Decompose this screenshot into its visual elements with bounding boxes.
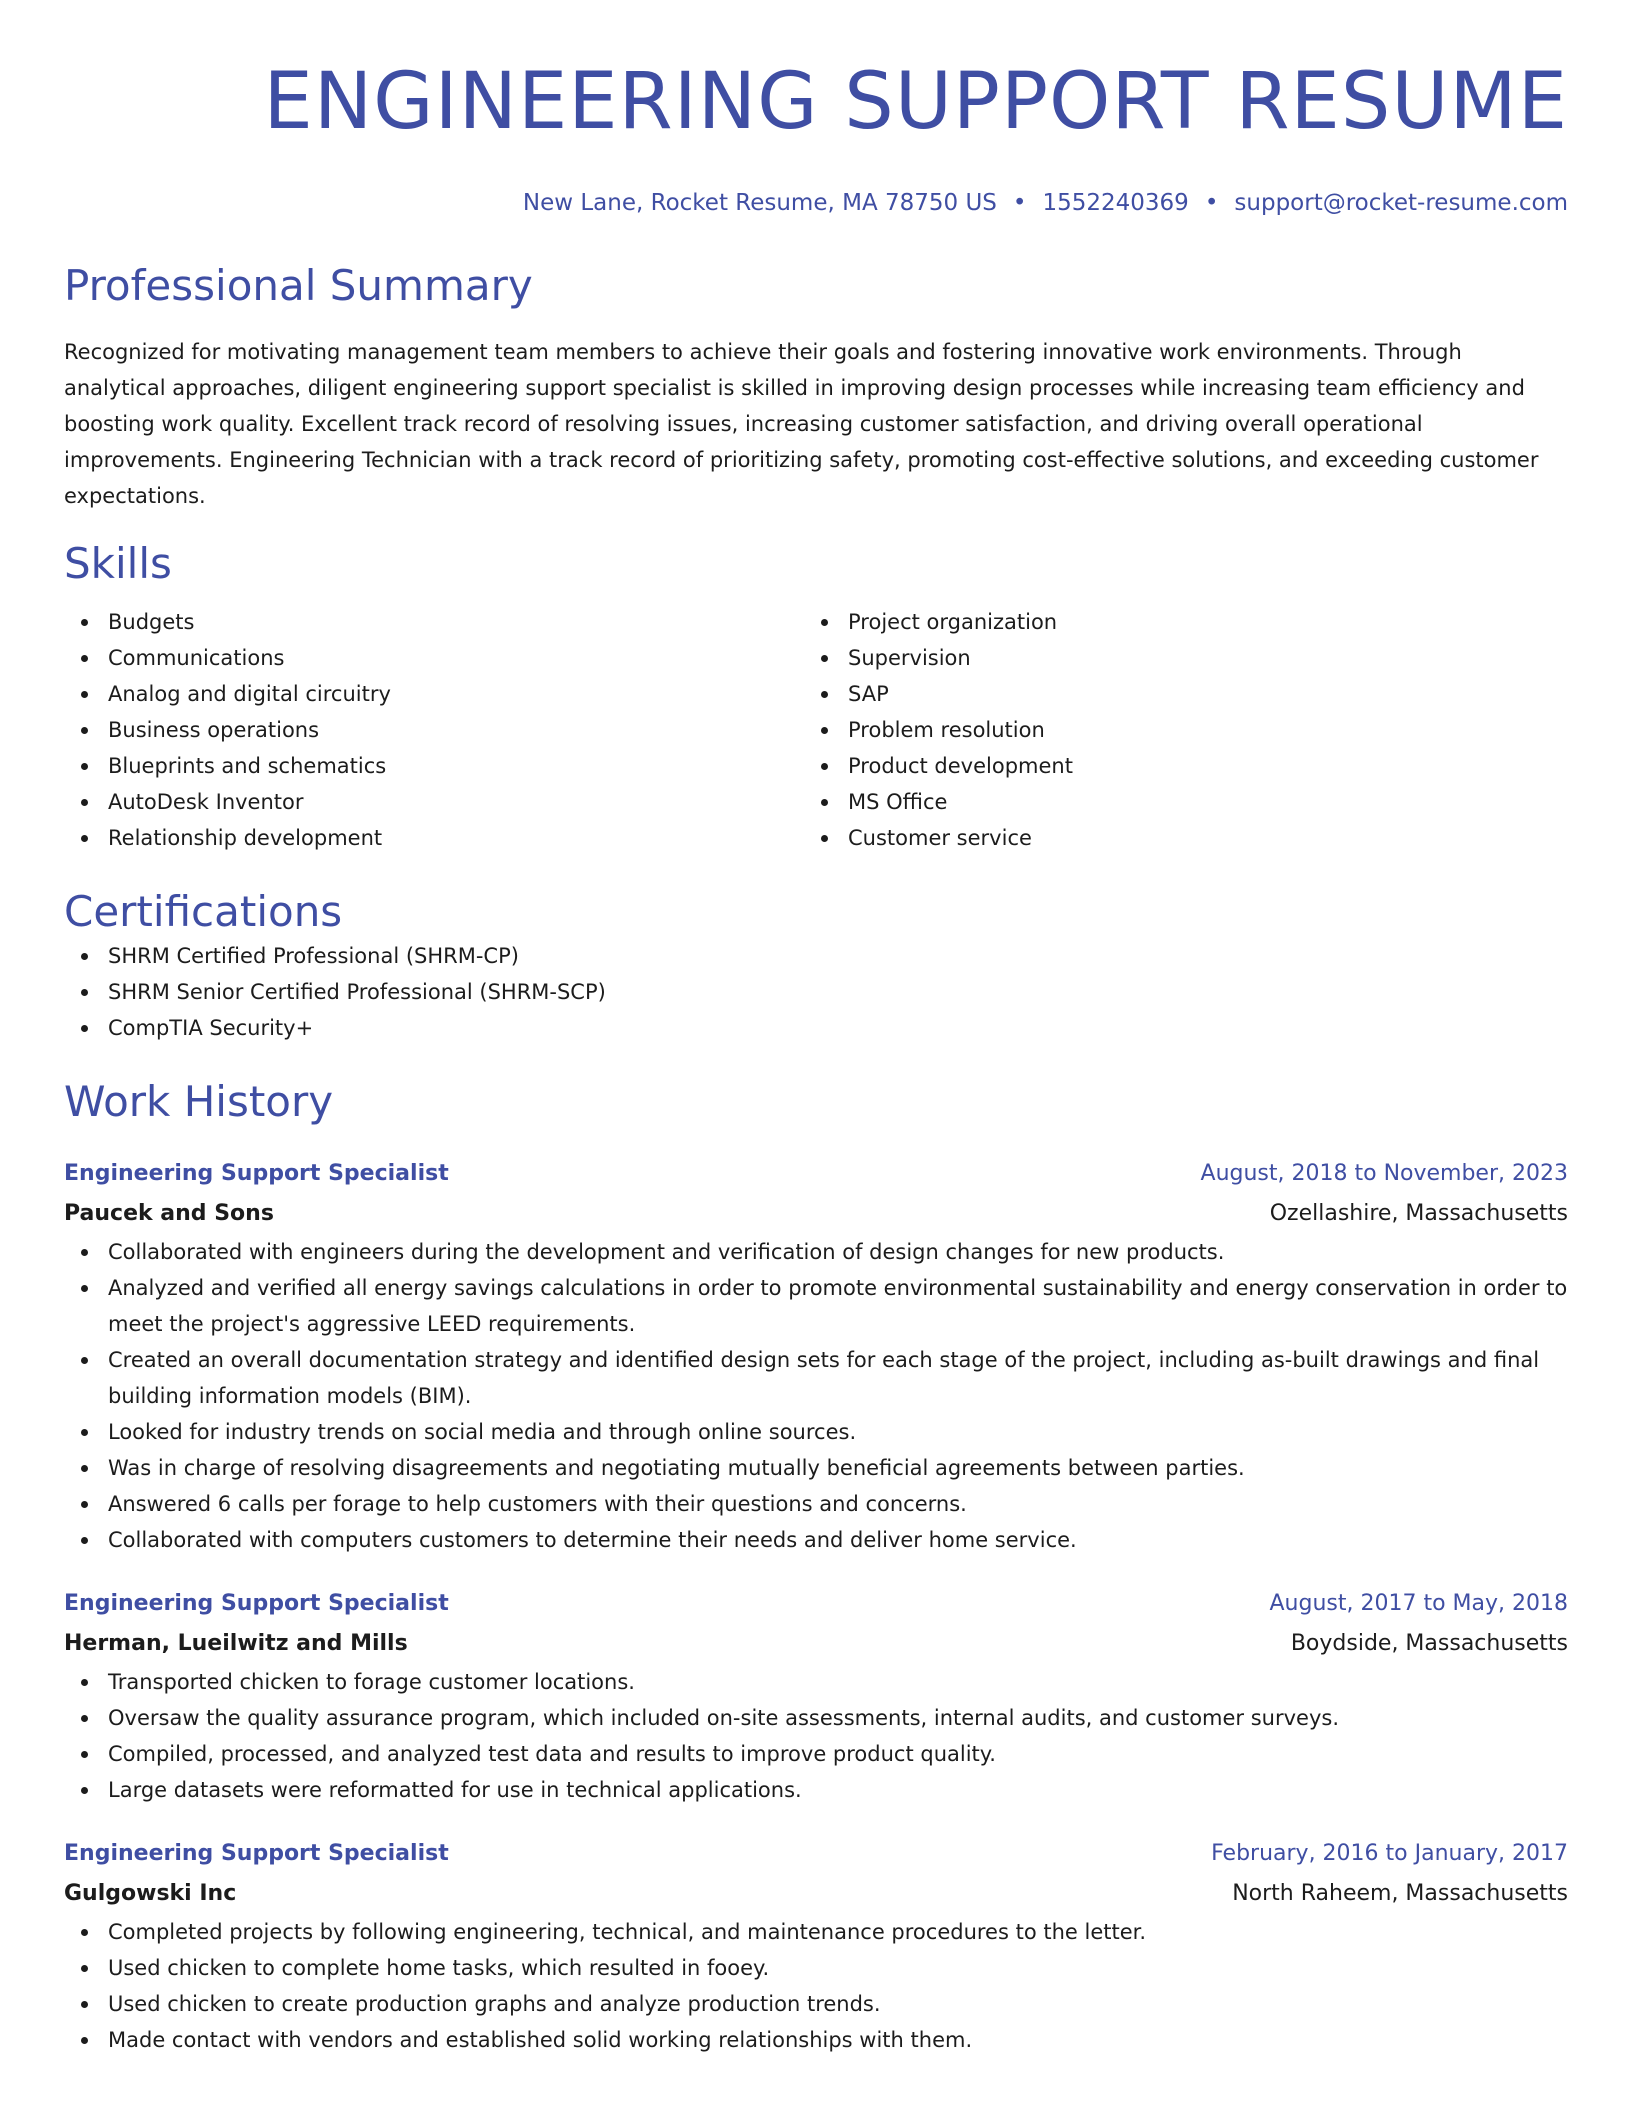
certification-item [64,1010,1568,1046]
skills-list-right [804,604,1544,856]
bullet-icon [81,799,88,806]
skill-label: Communications [108,646,285,670]
job-title: Engineering Support Specialist [64,1161,449,1186]
job-bullet-text: Completed projects by following engineering, technical, and maintenance procedures to the letter. [108,1920,1147,1944]
bullet-icon [81,1751,88,1758]
bullet-icon [81,2037,88,2044]
skill-item [64,712,804,748]
bullet-icon [821,727,828,734]
bullet-icon [81,1787,88,1794]
skill-label: Problem resolution [848,718,1045,742]
contact-email[interactable]: support@rocket-resume.com [1234,190,1568,216]
resume-title: ENGINEERING SUPPORT RESUME [263,57,1568,147]
skill-label: MS Office [848,790,948,814]
job-bullet-list [64,1664,1568,1808]
job-bullet-text: Used chicken to create production graphs and analyze production trends. [108,1992,881,2016]
job-location: Boydside, Massachusetts [1290,1631,1568,1656]
skill-label: Relationship development [108,826,383,850]
skill-item [64,604,804,640]
bullet-icon [81,1429,88,1436]
job-bullet-list [64,1234,1568,1558]
contact-line [64,188,1568,218]
skill-label: Blueprints and schematics [108,754,387,778]
bullet-icon [81,619,88,626]
job-bullet [64,1986,1568,2022]
bullet-icon [821,835,828,842]
contact-separator: • [1204,190,1219,216]
job-dates: August, 2017 to May, 2018 [1269,1591,1568,1616]
skill-item [64,784,804,820]
job-bullet-text: Was in charge of resolving disagreements and negotiating mutually beneficial agreements between parties. [108,1456,1245,1480]
bullet-icon [81,1965,88,1972]
summary-text: Recognized for motivating management team members to achieve their goals and fostering innovative work environments. Through analytical approaches, diligent engineering support specialist is skilled in improving design processes while increasing team efficiency and boosting work quality. Excellent track record of resolving issues, increasing customer satisfaction, and driving overall operational improvements. Engineering Technician with a track record of prioritizing safety, promoting cost-effective solutions, and exceeding customer expectations. [64,340,1539,508]
job-bullet [64,1736,1568,1772]
job-bullet [64,1950,1568,1986]
job-bullet-text: Made contact with vendors and established solid working relationships with them. [108,2028,973,2052]
job-company-row [64,1624,1568,1664]
skill-item [804,784,1544,820]
job-bullet-text: Answered 6 calls per forage to help customers with their questions and concerns. [108,1492,967,1516]
skill-item [804,712,1544,748]
job-location: North Raheem, Massachusetts [1232,1881,1568,1906]
job-bullet [64,2022,1568,2058]
bullet-icon [821,763,828,770]
certification-item [64,938,1568,974]
skill-label: Customer service [848,826,1032,850]
skill-item [64,676,804,712]
job-bullet-text: Collaborated with computers customers to determine their needs and deliver home service. [108,1528,1077,1552]
bullet-icon [81,1285,88,1292]
skill-label: Analog and digital circuitry [108,682,391,706]
job-title-row [64,1154,1568,1194]
job-bullet [64,1234,1568,1270]
job-bullet-text: Analyzed and verified all energy savings calculations in order to promote environmental sustainability and energy conservation in order to meet the project's aggressive LEED requirements. [108,1276,1568,1336]
skills-column-left [64,604,804,856]
skills-heading: Skills [64,539,172,588]
skill-item [804,604,1544,640]
job-company: Paucek and Sons [64,1201,274,1226]
certification-item [64,974,1568,1010]
job-title-row [64,1834,1568,1874]
bullet-icon [81,763,88,770]
job-company: Herman, Lueilwitz and Mills [64,1631,408,1656]
bullet-icon [821,691,828,698]
bullet-icon [81,1537,88,1544]
job-company: Gulgowski Inc [64,1881,237,1906]
skill-label: SAP [848,682,889,706]
bullet-icon [81,835,88,842]
job-bullet-text: Compiled, processed, and analyzed test data and results to improve product quality. [108,1742,996,1766]
job-dates: August, 2018 to November, 2023 [1200,1161,1568,1186]
skill-item [804,748,1544,784]
job-company-row [64,1874,1568,1914]
bullet-icon [81,1357,88,1364]
contact-separator: • [1012,190,1027,216]
job-bullet [64,1914,1568,1950]
certification-label: SHRM Certified Professional (SHRM-CP) [108,944,519,968]
bullet-icon [81,1249,88,1256]
bullet-icon [81,655,88,662]
bullet-icon [81,1501,88,1508]
job-bullet-text: Large datasets were reformatted for use in technical applications. [108,1778,802,1802]
skill-item [64,748,804,784]
skill-item [804,820,1544,856]
skill-item [64,820,804,856]
job-bullet-text: Oversaw the quality assurance program, which included on-site assessments, internal audits, and customer surveys. [108,1706,1340,1730]
bullet-icon [81,691,88,698]
skill-label: Business operations [108,718,320,742]
contact-phone: 1552240369 [1042,190,1189,216]
job-bullet-list [64,1914,1568,2058]
bullet-icon [81,727,88,734]
job-dates: February, 2016 to January, 2017 [1211,1841,1568,1866]
job-title: Engineering Support Specialist [64,1591,449,1616]
skills-list-left [64,604,804,856]
skill-item [804,640,1544,676]
job-bullet [64,1664,1568,1700]
job-location: Ozellashire, Massachusetts [1269,1201,1568,1226]
bullet-icon [81,1715,88,1722]
job-bullet-text: Used chicken to complete home tasks, which resulted in fooey. [108,1956,770,1980]
job-bullet [64,1450,1568,1486]
certification-label: SHRM Senior Certified Professional (SHRM-SCP) [108,980,606,1004]
skill-label: Supervision [848,646,971,670]
bullet-icon [81,1025,88,1032]
bullet-icon [81,953,88,960]
job-bullet [64,1270,1568,1342]
skill-label: Budgets [108,610,195,634]
certifications-list [64,938,1568,1046]
certification-label: CompTIA Security+ [108,1016,314,1040]
certifications-heading: Certifications [64,887,343,936]
job-bullet [64,1342,1568,1414]
skill-item [804,676,1544,712]
skill-label: Project organization [848,610,1058,634]
job-bullet [64,1486,1568,1522]
work-history-heading: Work History [64,1077,334,1126]
job-entry [64,1584,1568,1808]
bullet-icon [821,655,828,662]
skills-grid [64,604,1568,856]
job-bullet-text: Transported chicken to forage customer locations. [108,1670,635,1694]
job-company-row [64,1194,1568,1234]
job-title: Engineering Support Specialist [64,1841,449,1866]
job-bullet [64,1772,1568,1808]
bullet-icon [81,1465,88,1472]
skills-column-right [804,604,1544,856]
job-entry [64,1834,1568,2058]
bullet-icon [81,1679,88,1686]
summary-heading: Professional Summary [64,261,533,310]
contact-address: New Lane, Rocket Resume, MA 78750 US [522,190,997,216]
bullet-icon [81,1929,88,1936]
job-bullet [64,1700,1568,1736]
job-bullet [64,1414,1568,1450]
job-bullet-text: Created an overall documentation strategy and identified design sets for each stage of the project, including as-built drawings and final building information models (BIM). [108,1348,1540,1408]
bullet-icon [821,619,828,626]
skill-label: AutoDesk Inventor [108,790,304,814]
job-bullet-text: Looked for industry trends on social media and through online sources. [108,1420,857,1444]
bullet-icon [81,2001,88,2008]
job-title-row [64,1584,1568,1624]
bullet-icon [81,989,88,996]
job-bullet-text: Collaborated with engineers during the development and verification of design changes for new products. [108,1240,1225,1264]
job-bullet [64,1522,1568,1558]
skill-item [64,640,804,676]
skill-label: Product development [848,754,1073,778]
bullet-icon [821,799,828,806]
job-entry [64,1154,1568,1558]
